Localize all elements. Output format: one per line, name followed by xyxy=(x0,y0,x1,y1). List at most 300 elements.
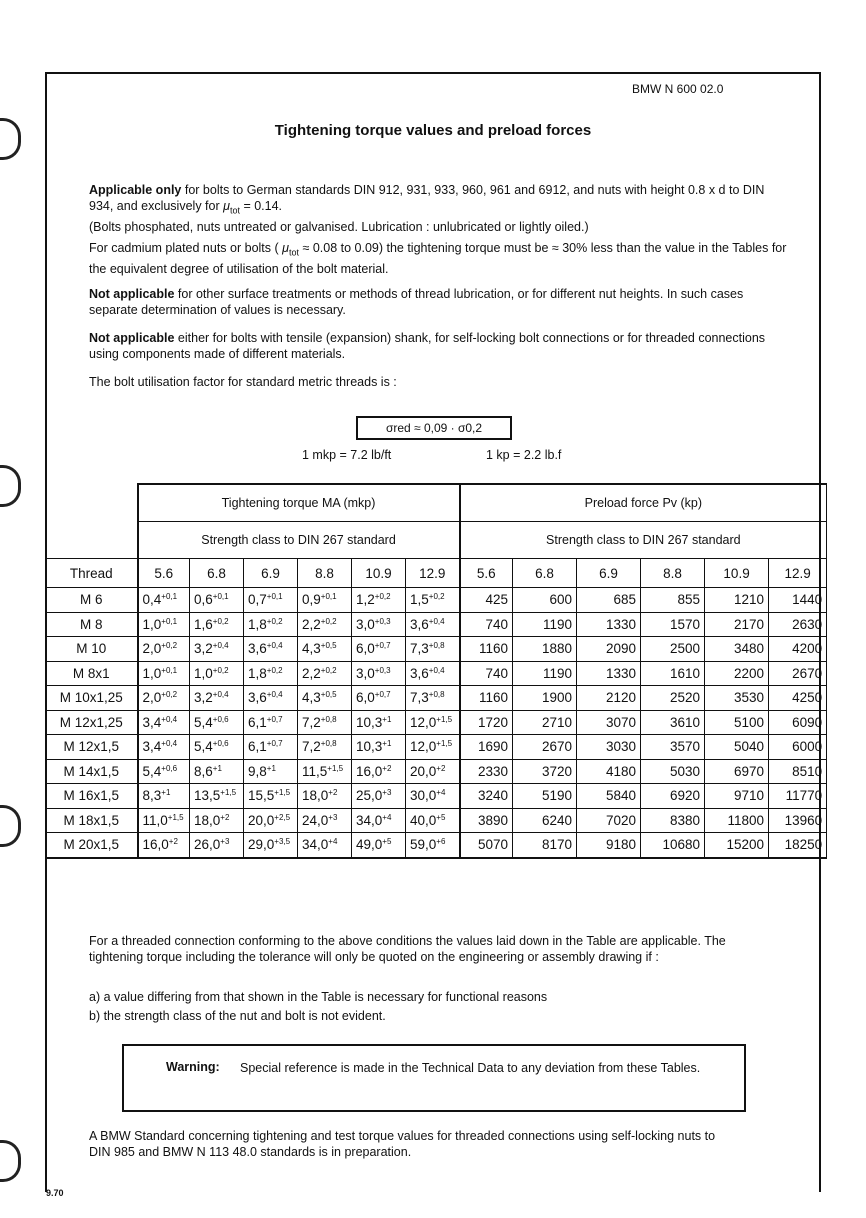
preload-value: 10680 xyxy=(641,833,705,858)
torque-class-1: 6.8 xyxy=(190,559,244,588)
preload-value: 1190 xyxy=(513,612,577,637)
torque-tolerance: +1,5 xyxy=(274,788,291,798)
torque-tolerance: +3 xyxy=(328,812,338,822)
preload-value: 2170 xyxy=(705,612,769,637)
torque-value xyxy=(298,833,352,858)
torque-nominal: 8,6 xyxy=(194,763,213,779)
torque-tolerance: +0,4 xyxy=(428,665,445,675)
preload-value: 685 xyxy=(577,588,641,613)
preload-value: 11770 xyxy=(769,784,827,809)
torque-tolerance: +2 xyxy=(436,763,446,773)
torque-value xyxy=(190,612,244,637)
torque-tolerance: +0,7 xyxy=(266,714,283,724)
torque-tolerance: +0,2 xyxy=(161,641,178,651)
torque-nominal: 0,7 xyxy=(248,592,267,608)
preload-value: 5190 xyxy=(513,784,577,809)
torque-nominal: 3,6 xyxy=(410,616,429,632)
preload-value: 740 xyxy=(460,612,513,637)
torque-tolerance: +0,7 xyxy=(374,690,391,700)
torque-tolerance: +1,5 xyxy=(436,739,453,749)
torque-value xyxy=(352,710,406,735)
warning-box xyxy=(122,1044,746,1112)
torque-value xyxy=(298,661,352,686)
torque-tolerance: +3 xyxy=(382,788,392,798)
torque-nominal: 24,0 xyxy=(302,812,329,828)
preload-class-2: 6.9 xyxy=(577,559,641,588)
torque-tolerance: +0,8 xyxy=(320,714,337,724)
torque-value xyxy=(138,686,190,711)
torque-tolerance: +2,5 xyxy=(274,812,291,822)
preload-value: 6920 xyxy=(641,784,705,809)
torque-value xyxy=(352,759,406,784)
preload-value: 2670 xyxy=(769,661,827,686)
thread-size: M 10x1,25 xyxy=(46,686,138,711)
preload-value: 2710 xyxy=(513,710,577,735)
punch-hole-upper xyxy=(0,465,21,507)
mu-symbol-2: μ xyxy=(282,241,289,255)
preload-value: 855 xyxy=(641,588,705,613)
torque-class-0: 5.6 xyxy=(138,559,190,588)
torque-value xyxy=(244,588,298,613)
preload-value: 3530 xyxy=(705,686,769,711)
table-row xyxy=(46,588,827,613)
torque-nominal: 3,2 xyxy=(194,690,213,706)
preload-class-1: 6.8 xyxy=(513,559,577,588)
torque-value xyxy=(298,612,352,637)
torque-tolerance: +0,2 xyxy=(320,616,337,626)
preload-value: 18250 xyxy=(769,833,827,858)
torque-value xyxy=(406,710,460,735)
preload-value: 4200 xyxy=(769,637,827,662)
preload-value: 4250 xyxy=(769,686,827,711)
preload-class-0: 5.6 xyxy=(460,559,513,588)
preload-value: 425 xyxy=(460,588,513,613)
preload-value: 1190 xyxy=(513,661,577,686)
torque-tolerance: +0,8 xyxy=(320,739,337,749)
closing-paragraph: A BMW Standard concerning tightening and test torque values for threaded connections using self-locking nuts to DIN 985 and BMW N 113 48.0 standards is in preparation. xyxy=(89,1129,716,1159)
torque-value xyxy=(244,612,298,637)
intro-paragraph-5: The bolt utilisation factor for standard metric threads is : xyxy=(89,375,397,389)
table-row xyxy=(46,661,827,686)
torque-nominal: 2,0 xyxy=(142,641,162,657)
preload-value: 2120 xyxy=(577,686,641,711)
intro-paragraph-2 xyxy=(89,240,789,277)
torque-nominal: 30,0 xyxy=(410,788,437,804)
torque-tolerance: +0,3 xyxy=(374,665,391,675)
intro-p1-note: (Bolts phosphated, nuts untreated or galvanised. Lubrication : unlubricated or lightly oiled.) xyxy=(89,219,589,234)
torque-tolerance: +1 xyxy=(161,788,171,798)
torque-nominal: 7,2 xyxy=(302,739,321,755)
torque-value xyxy=(406,808,460,833)
preload-value: 1330 xyxy=(577,661,641,686)
preload-value: 3570 xyxy=(641,735,705,760)
torque-value xyxy=(190,710,244,735)
torque-value xyxy=(298,637,352,662)
thread-size: M 16x1,5 xyxy=(46,784,138,809)
torque-value xyxy=(352,637,406,662)
warning-label: Warning: xyxy=(166,1060,220,1074)
torque-tolerance: +6 xyxy=(436,837,446,847)
torque-nominal: 12,0 xyxy=(410,714,437,730)
torque-nominal: 1,2 xyxy=(356,592,375,608)
torque-value xyxy=(298,710,352,735)
torque-tolerance: +0,1 xyxy=(161,616,178,626)
torque-tolerance: +0,4 xyxy=(212,641,229,651)
torque-value xyxy=(244,759,298,784)
torque-nominal: 3,4 xyxy=(142,739,162,755)
torque-nominal: 7,3 xyxy=(410,690,429,706)
torque-tolerance: +4 xyxy=(436,788,446,798)
torque-tolerance: +2 xyxy=(382,763,392,773)
torque-tolerance: +0,1 xyxy=(161,665,178,675)
torque-nominal: 16,0 xyxy=(356,763,383,779)
table-row xyxy=(46,833,827,858)
torque-tolerance: +1 xyxy=(212,763,222,773)
preload-value: 1330 xyxy=(577,612,641,637)
preload-value: 3240 xyxy=(460,784,513,809)
punch-hole-bottom xyxy=(0,1140,21,1182)
utilisation-formula: σred ≈ 0,09 · σ0,2 xyxy=(356,416,512,440)
torque-tolerance: +1,5 xyxy=(167,812,184,822)
thread-size: M 20x1,5 xyxy=(46,833,138,858)
torque-conversion: 1 mkp = 7.2 lb/ft xyxy=(302,448,392,462)
torque-tolerance: +0,2 xyxy=(374,592,391,602)
torque-value xyxy=(298,759,352,784)
torque-nominal: 6,1 xyxy=(248,714,267,730)
tot-subscript-2: tot xyxy=(289,247,300,258)
preload-value: 15200 xyxy=(705,833,769,858)
torque-nominal: 20,0 xyxy=(410,763,437,779)
torque-nominal: 1,5 xyxy=(410,592,429,608)
torque-tolerance: +0,3 xyxy=(374,616,391,626)
torque-nominal: 13,5 xyxy=(194,788,221,804)
not-applicable-label: Not applicable xyxy=(89,287,175,301)
table-row xyxy=(46,735,827,760)
torque-value xyxy=(244,735,298,760)
torque-nominal: 7,3 xyxy=(410,641,429,657)
preload-value: 2670 xyxy=(513,735,577,760)
torque-value xyxy=(138,588,190,613)
thread-size: M 8x1 xyxy=(46,661,138,686)
torque-preload-table xyxy=(45,483,827,859)
torque-tolerance: +0,5 xyxy=(320,690,337,700)
torque-value xyxy=(352,808,406,833)
intro-p2-end: ≈ 0.08 to 0.09) the tightening torque must be ≈ 30% less than the value in the Tables for the equivalent degree of utilisation of the bolt material. xyxy=(89,241,787,276)
torque-value xyxy=(352,612,406,637)
preload-value: 2090 xyxy=(577,637,641,662)
torque-value xyxy=(138,759,190,784)
torque-tolerance: +0,4 xyxy=(161,739,178,749)
torque-nominal: 16,0 xyxy=(142,837,169,853)
torque-value xyxy=(406,612,460,637)
torque-nominal: 3,2 xyxy=(194,641,213,657)
torque-nominal: 2,2 xyxy=(302,616,321,632)
torque-value xyxy=(352,833,406,858)
torque-tolerance: +0,8 xyxy=(428,641,445,651)
intro-paragraph-3 xyxy=(89,286,789,318)
torque-nominal: 11,5 xyxy=(302,763,328,779)
torque-nominal: 20,0 xyxy=(248,812,275,828)
torque-nominal: 49,0 xyxy=(356,837,383,853)
torque-nominal: 2,2 xyxy=(302,665,321,681)
torque-nominal: 10,3 xyxy=(356,714,383,730)
torque-value xyxy=(138,710,190,735)
page-title: Tightening torque values and preload forces xyxy=(274,122,592,139)
preload-value: 1880 xyxy=(513,637,577,662)
torque-nominal: 3,6 xyxy=(248,690,267,706)
preload-value: 2500 xyxy=(641,637,705,662)
preload-value: 1690 xyxy=(460,735,513,760)
preload-value: 3610 xyxy=(641,710,705,735)
torque-nominal: 5,4 xyxy=(142,763,162,779)
preload-value: 3030 xyxy=(577,735,641,760)
torque-value xyxy=(190,735,244,760)
torque-tolerance: +1 xyxy=(266,763,276,773)
torque-value xyxy=(190,833,244,858)
torque-tolerance: +0,4 xyxy=(161,714,178,724)
torque-nominal: 3,0 xyxy=(356,665,375,681)
preload-value: 3480 xyxy=(705,637,769,662)
preload-class-4: 10.9 xyxy=(705,559,769,588)
torque-tolerance: +0,2 xyxy=(266,616,283,626)
torque-class-4: 10.9 xyxy=(352,559,406,588)
torque-nominal: 26,0 xyxy=(194,837,221,853)
torque-value xyxy=(190,808,244,833)
torque-tolerance: +3 xyxy=(220,837,230,847)
torque-value xyxy=(138,784,190,809)
torque-tolerance: +0,4 xyxy=(266,641,283,651)
torque-nominal: 8,3 xyxy=(142,788,162,804)
preload-value: 9180 xyxy=(577,833,641,858)
torque-value xyxy=(190,784,244,809)
torque-nominal: 5,4 xyxy=(194,739,213,755)
torque-tolerance: +0,2 xyxy=(161,690,178,700)
torque-nominal: 18,0 xyxy=(194,812,221,828)
torque-nominal: 1,0 xyxy=(142,665,162,681)
torque-tolerance: +0,4 xyxy=(212,690,229,700)
torque-value xyxy=(406,759,460,784)
preload-value: 1570 xyxy=(641,612,705,637)
preload-value: 9710 xyxy=(705,784,769,809)
preload-value: 600 xyxy=(513,588,577,613)
preload-value: 8510 xyxy=(769,759,827,784)
torque-tolerance: +1 xyxy=(382,739,392,749)
torque-tolerance: +1,5 xyxy=(220,788,237,798)
preload-value: 6000 xyxy=(769,735,827,760)
torque-tolerance: +0,1 xyxy=(161,592,178,602)
torque-value xyxy=(406,735,460,760)
torque-nominal: 3,6 xyxy=(410,665,429,681)
torque-nominal: 1,8 xyxy=(248,665,267,681)
torque-value xyxy=(352,661,406,686)
table-row xyxy=(46,637,827,662)
preload-strength-label: Strength class to DIN 267 standard xyxy=(460,522,827,559)
page-footer-date: 9.70 xyxy=(46,1188,64,1198)
torque-value xyxy=(244,661,298,686)
torque-class-2: 6.9 xyxy=(244,559,298,588)
intro-p4-text: either for bolts with tensile (expansion) shank, for self-locking bolt connections or for threaded connections using components made of different materials. xyxy=(89,331,766,361)
torque-tolerance: +0,7 xyxy=(374,641,391,651)
torque-value xyxy=(406,637,460,662)
torque-nominal: 3,0 xyxy=(356,616,375,632)
thread-size: M 14x1,5 xyxy=(46,759,138,784)
preload-value: 11800 xyxy=(705,808,769,833)
torque-nominal: 4,3 xyxy=(302,690,321,706)
torque-tolerance: +0,4 xyxy=(428,616,445,626)
torque-value xyxy=(138,612,190,637)
thread-size: M 6 xyxy=(46,588,138,613)
torque-value xyxy=(352,588,406,613)
torque-nominal: 3,6 xyxy=(248,641,267,657)
torque-value xyxy=(244,686,298,711)
condition-a: a) a value differing from that shown in the Table is necessary for functional reasons xyxy=(89,990,548,1004)
preload-value: 5030 xyxy=(641,759,705,784)
torque-nominal: 18,0 xyxy=(302,788,329,804)
intro-p1-text: for bolts to German standards DIN 912, 931, 933, 960, 961 and 6912, and nuts with height 0.8 x d to DIN 934, and exclusively for xyxy=(89,183,765,213)
torque-tolerance: +4 xyxy=(328,837,338,847)
torque-nominal: 15,5 xyxy=(248,788,275,804)
preload-value: 2200 xyxy=(705,661,769,686)
torque-nominal: 7,2 xyxy=(302,714,321,730)
torque-class-5: 12.9 xyxy=(406,559,460,588)
torque-nominal: 6,1 xyxy=(248,739,267,755)
torque-tolerance: +1 xyxy=(382,714,392,724)
thread-size: M 18x1,5 xyxy=(46,808,138,833)
tot-subscript: tot xyxy=(229,205,240,216)
punch-hole-lower xyxy=(0,805,21,847)
preload-value: 5040 xyxy=(705,735,769,760)
torque-nominal: 3,4 xyxy=(142,714,162,730)
torque-nominal: 1,0 xyxy=(142,616,162,632)
torque-tolerance: +0,6 xyxy=(212,714,229,724)
torque-tolerance: +1,5 xyxy=(436,714,453,724)
torque-nominal: 5,4 xyxy=(194,714,213,730)
intro-p2-start: For cadmium plated nuts or bolts ( xyxy=(89,241,283,255)
torque-tolerance: +2 xyxy=(220,812,230,822)
preload-value: 6970 xyxy=(705,759,769,784)
thread-column-header: Thread xyxy=(46,559,138,588)
torque-value xyxy=(406,588,460,613)
table-row xyxy=(46,784,827,809)
table-row xyxy=(46,759,827,784)
intro-p1-value: = 0.14. xyxy=(239,199,283,213)
torque-tolerance: +0,1 xyxy=(266,592,283,602)
torque-value xyxy=(244,833,298,858)
preload-value: 5100 xyxy=(705,710,769,735)
preload-value: 13960 xyxy=(769,808,827,833)
not-applicable-label-2: Not applicable xyxy=(89,331,175,345)
torque-tolerance: +5 xyxy=(382,837,392,847)
preload-value: 5840 xyxy=(577,784,641,809)
torque-tolerance: +0,2 xyxy=(428,592,445,602)
preload-header: Preload force Pv (kp) xyxy=(460,484,827,522)
torque-tolerance: +3,5 xyxy=(274,837,291,847)
torque-tolerance: +2 xyxy=(168,837,178,847)
torque-value xyxy=(190,588,244,613)
preload-value: 5070 xyxy=(460,833,513,858)
preload-value: 2520 xyxy=(641,686,705,711)
torque-nominal: 2,0 xyxy=(142,690,162,706)
torque-header: Tightening torque MA (mkp) xyxy=(138,484,460,522)
torque-value xyxy=(298,588,352,613)
thread-size: M 8 xyxy=(46,612,138,637)
preload-value: 1720 xyxy=(460,710,513,735)
torque-value xyxy=(190,661,244,686)
thread-size: M 10 xyxy=(46,637,138,662)
preload-value: 3070 xyxy=(577,710,641,735)
torque-tolerance: +0,6 xyxy=(161,763,178,773)
torque-value xyxy=(298,808,352,833)
torque-strength-label: Strength class to DIN 267 standard xyxy=(138,522,460,559)
table-row xyxy=(46,686,827,711)
torque-tolerance: +4 xyxy=(382,812,392,822)
torque-nominal: 0,4 xyxy=(142,592,162,608)
torque-value xyxy=(352,735,406,760)
torque-value xyxy=(138,735,190,760)
intro-p3-text: for other surface treatments or methods of thread lubrication, or for different nut heights. In such cases separate determination of values is necessary. xyxy=(89,287,744,317)
preload-value: 2630 xyxy=(769,612,827,637)
torque-value xyxy=(190,759,244,784)
torque-nominal: 0,6 xyxy=(194,592,213,608)
preload-value: 8170 xyxy=(513,833,577,858)
torque-tolerance: +0,1 xyxy=(320,592,337,602)
preload-value: 3720 xyxy=(513,759,577,784)
torque-nominal: 59,0 xyxy=(410,837,437,853)
torque-value xyxy=(298,784,352,809)
torque-tolerance: +0,2 xyxy=(266,665,283,675)
torque-tolerance: +0,2 xyxy=(212,665,229,675)
torque-nominal: 6,0 xyxy=(356,641,375,657)
torque-value xyxy=(406,784,460,809)
torque-value xyxy=(190,686,244,711)
torque-tolerance: +0,6 xyxy=(212,739,229,749)
torque-tolerance: +0,5 xyxy=(320,641,337,651)
torque-value xyxy=(406,686,460,711)
thread-size: M 12x1,5 xyxy=(46,735,138,760)
torque-value xyxy=(138,833,190,858)
torque-nominal: 9,8 xyxy=(248,763,267,779)
torque-nominal: 25,0 xyxy=(356,788,383,804)
preload-value: 4180 xyxy=(577,759,641,784)
warning-text: Special reference is made in the Technical Data to any deviation from these Tables. xyxy=(240,1061,701,1075)
torque-nominal: 10,3 xyxy=(356,739,383,755)
torque-value xyxy=(138,661,190,686)
document-number: BMW N 600 02.0 xyxy=(632,82,724,96)
preload-class-3: 8.8 xyxy=(641,559,705,588)
torque-tolerance: +0,2 xyxy=(212,616,229,626)
torque-nominal: 11,0 xyxy=(142,812,168,828)
intro-paragraph-4 xyxy=(89,330,789,362)
torque-nominal: 40,0 xyxy=(410,812,437,828)
table-row xyxy=(46,710,827,735)
table-row xyxy=(46,808,827,833)
torque-nominal: 4,3 xyxy=(302,641,321,657)
torque-tolerance: +0,4 xyxy=(266,690,283,700)
thread-size: M 12x1,25 xyxy=(46,710,138,735)
preload-value: 1610 xyxy=(641,661,705,686)
preload-value: 1160 xyxy=(460,686,513,711)
torque-tolerance: +5 xyxy=(436,812,446,822)
torque-value xyxy=(352,784,406,809)
torque-value xyxy=(298,686,352,711)
torque-tolerance: +0,8 xyxy=(428,690,445,700)
preload-class-5: 12.9 xyxy=(769,559,827,588)
torque-nominal: 29,0 xyxy=(248,837,275,853)
preload-value: 6090 xyxy=(769,710,827,735)
preload-value: 8380 xyxy=(641,808,705,833)
preload-value: 3890 xyxy=(460,808,513,833)
torque-value xyxy=(244,808,298,833)
